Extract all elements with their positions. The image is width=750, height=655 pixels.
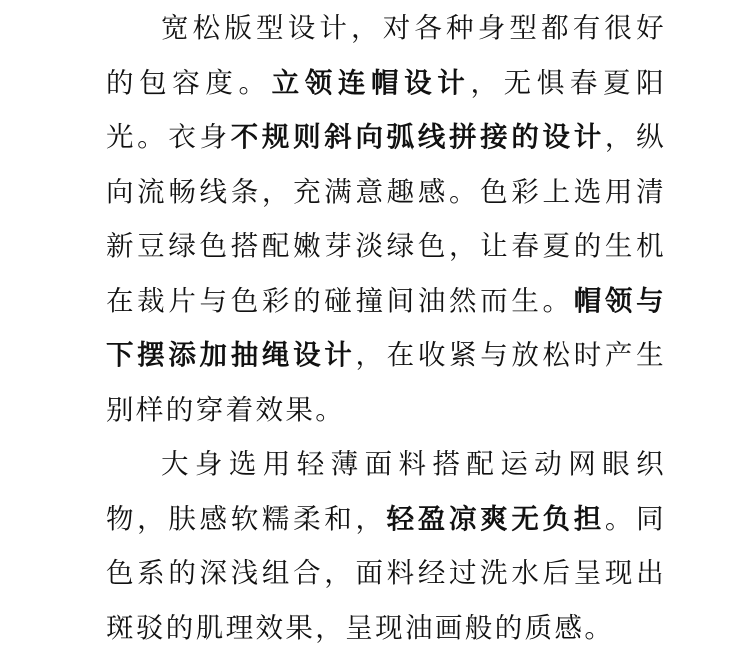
bold-text-segment: 轻盈凉爽无负担 xyxy=(386,502,605,535)
text-segment: 。同色系的深浅组合，面料经过洗水后呈现出斑驳的肌理效果，呈现油画般的质感。 xyxy=(106,502,666,644)
text-segment: 大身选用轻薄面料搭配运动网眼织物，肤感软糯柔和， xyxy=(106,448,666,535)
paragraph-design xyxy=(106,0,666,437)
text-segment: ，无惧春夏阳光。衣身 xyxy=(106,66,667,153)
bold-text-segment: 立领连帽设计 xyxy=(271,66,471,99)
text-segment: ，纵向流畅线条，充满意趣感。色彩上选用清新豆绿色搭配嫩芽淡绿色，让春夏的生机在裁片与色彩的碰撞间油然而生。 xyxy=(106,121,666,317)
text-segment: ，在收紧与放松时产生别样的穿着效果。 xyxy=(106,339,667,426)
paragraph-fabric xyxy=(106,437,666,655)
text-segment: 宽松版型设计，对各种身型都有很好的包容度。 xyxy=(106,12,666,99)
bold-text-segment: 不规则斜向弧线拼接的设计 xyxy=(230,121,605,153)
bold-text-segment: 帽领与下摆添加抽绳设计 xyxy=(106,284,666,371)
document-body xyxy=(106,0,666,655)
